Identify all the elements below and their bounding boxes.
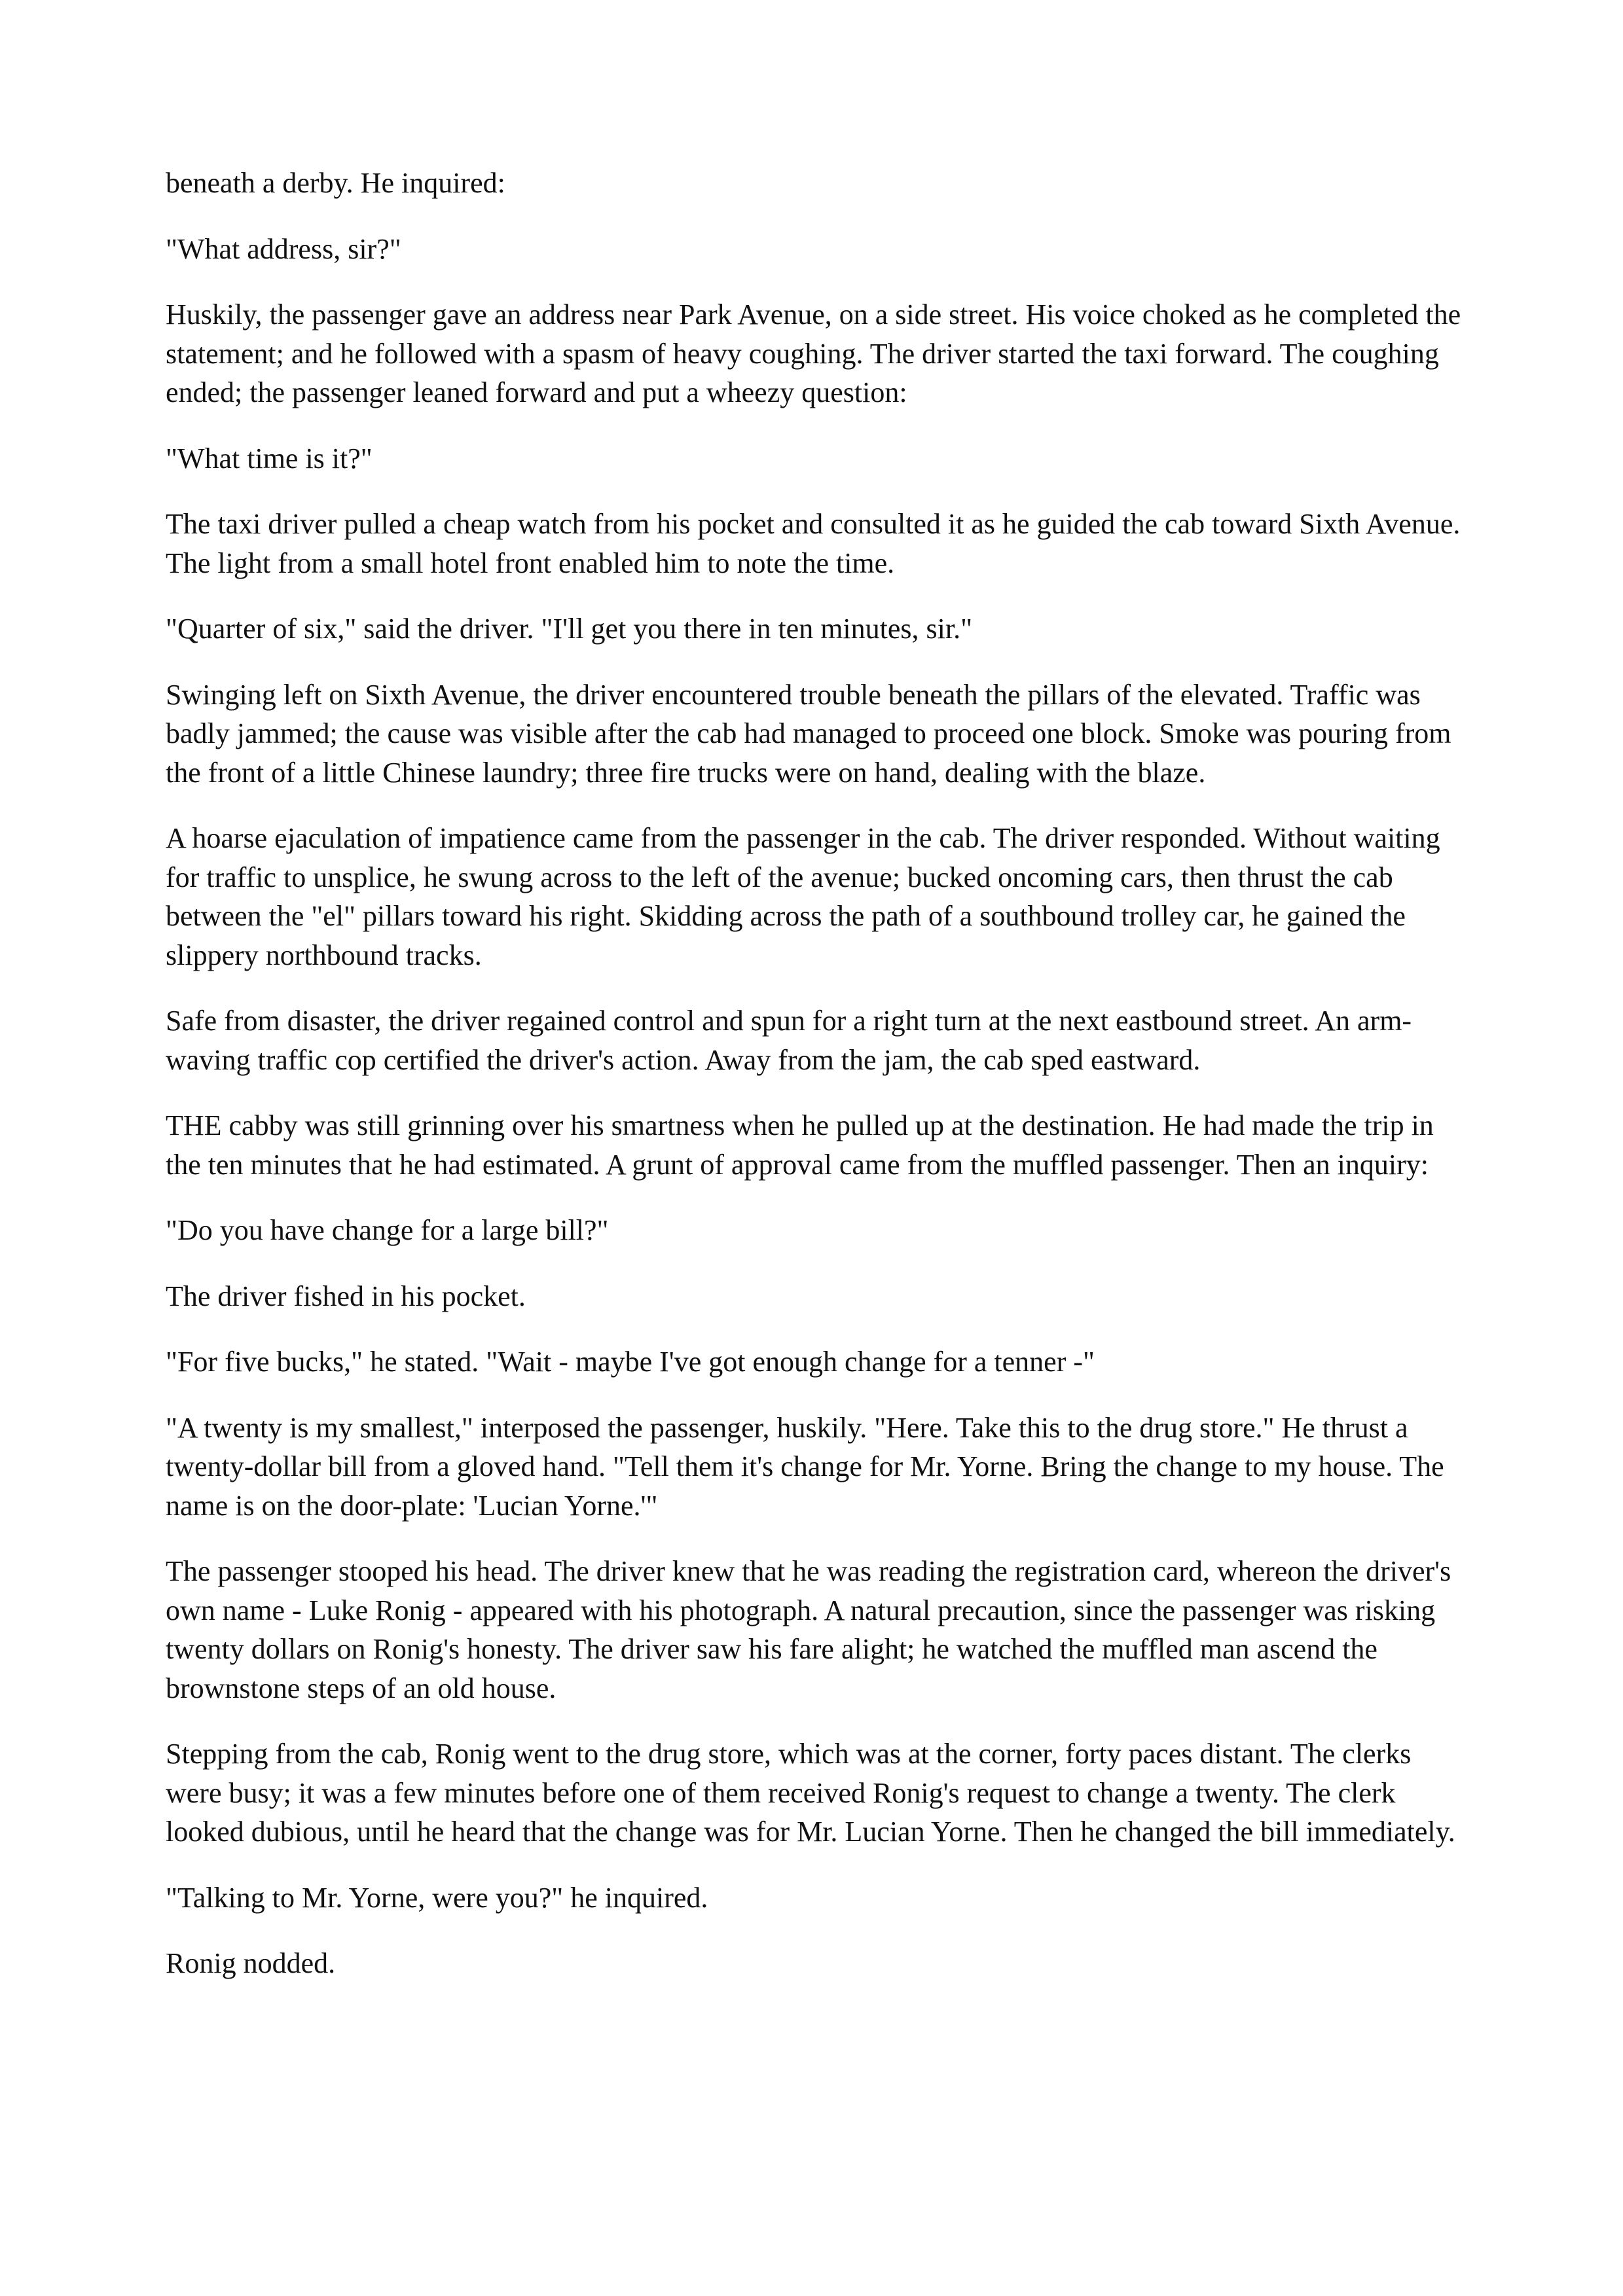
paragraph-17: "Talking to Mr. Yorne, were you?" he inquired. [166,1881,708,1914]
paragraph-18: Ronig nodded. [166,1947,336,1979]
paragraph-8: A hoarse ejaculation of impatience came from the passenger in the cab. The driver responded. Without waiting for traffic to unsplice, he swung across to the left of the avenue; bucked oncoming cars, then thrust the cab between the "el" pillars toward his right. Skidding across the path of a southbound trolley car, he gained the slippery northbound tracks. [166,822,1440,971]
paragraph-7: Swinging left on Sixth Avenue, the driver encountered trouble beneath the pillars of the elevated. Traffic was badly jammed; the cause was visible after the cab had managed to proceed one block. Smoke was pouring from the front of a little Chinese laundry; three fire trucks were on hand, dealing with the blaze. [166,678,1451,789]
paragraph-1: beneath a derby. He inquired: [166,167,505,199]
paragraph-6: "Quarter of six," said the driver. "I'll get you there in ten minutes, sir." [166,613,973,645]
paragraph-2: "What address, sir?" [166,232,401,265]
paragraph-16: Stepping from the cab, Ronig went to the drug store, which was at the corner, forty paces distant. The clerks were busy; it was a few minutes before one of them received Ronig's request to change a twenty. The clerk looked dubious, until he heard that the change was for Mr. Lucian Yorne. Then he changed the bill immediately. [166,1738,1455,1848]
paragraph-15: The passenger stooped his head. The driver knew that he was reading the registration card, whereon the driver's own name - Luke Ronig - appeared with his photograph. A natural precaution, since the passenger was risking twenty dollars on Ronig's honesty. The driver saw his fare alight; he watched the muffled man ascend the brownstone steps of an old house. [166,1555,1451,1704]
paragraph-5: The taxi driver pulled a cheap watch from his pocket and consulted it as he guided the cab toward Sixth Avenue. The light from a small hotel front enabled him to note the time. [166,508,1461,579]
paragraph-9: Safe from disaster, the driver regained control and spun for a right turn at the next eastbound street. An arm-waving traffic cop certified the driver's action. Away from the jam, the cab sped eastward. [166,1005,1412,1076]
paragraph-12: The driver fished in his pocket. [166,1280,526,1312]
paragraph-11: "Do you have change for a large bill?" [166,1214,609,1246]
document-page [166,164,1465,2010]
paragraph-13: "For five bucks," he stated. "Wait - maybe I've got enough change for a tenner -" [166,1346,1095,1378]
paragraph-3: Huskily, the passenger gave an address near Park Avenue, on a side street. His voice choked as he completed the statement; and he followed with a spasm of heavy coughing. The driver started the taxi forward. The coughing ended; the passenger leaned forward and put a wheezy question: [166,298,1461,408]
paragraph-4: "What time is it?" [166,442,373,475]
paragraph-14: "A twenty is my smallest," interposed the passenger, huskily. "Here. Take this to the drug store." He thrust a twenty-dollar bill from a gloved hand. "Tell them it's change for Mr. Yorne. Bring the change to my house. The name is on the door-plate: 'Lucian Yorne.'" [166,1411,1444,1522]
paragraph-10: THE cabby was still grinning over his smartness when he pulled up at the destination. He had made the trip in the ten minutes that he had estimated. A grunt of approval came from the muffled passenger. Then an inquiry: [166,1109,1434,1181]
